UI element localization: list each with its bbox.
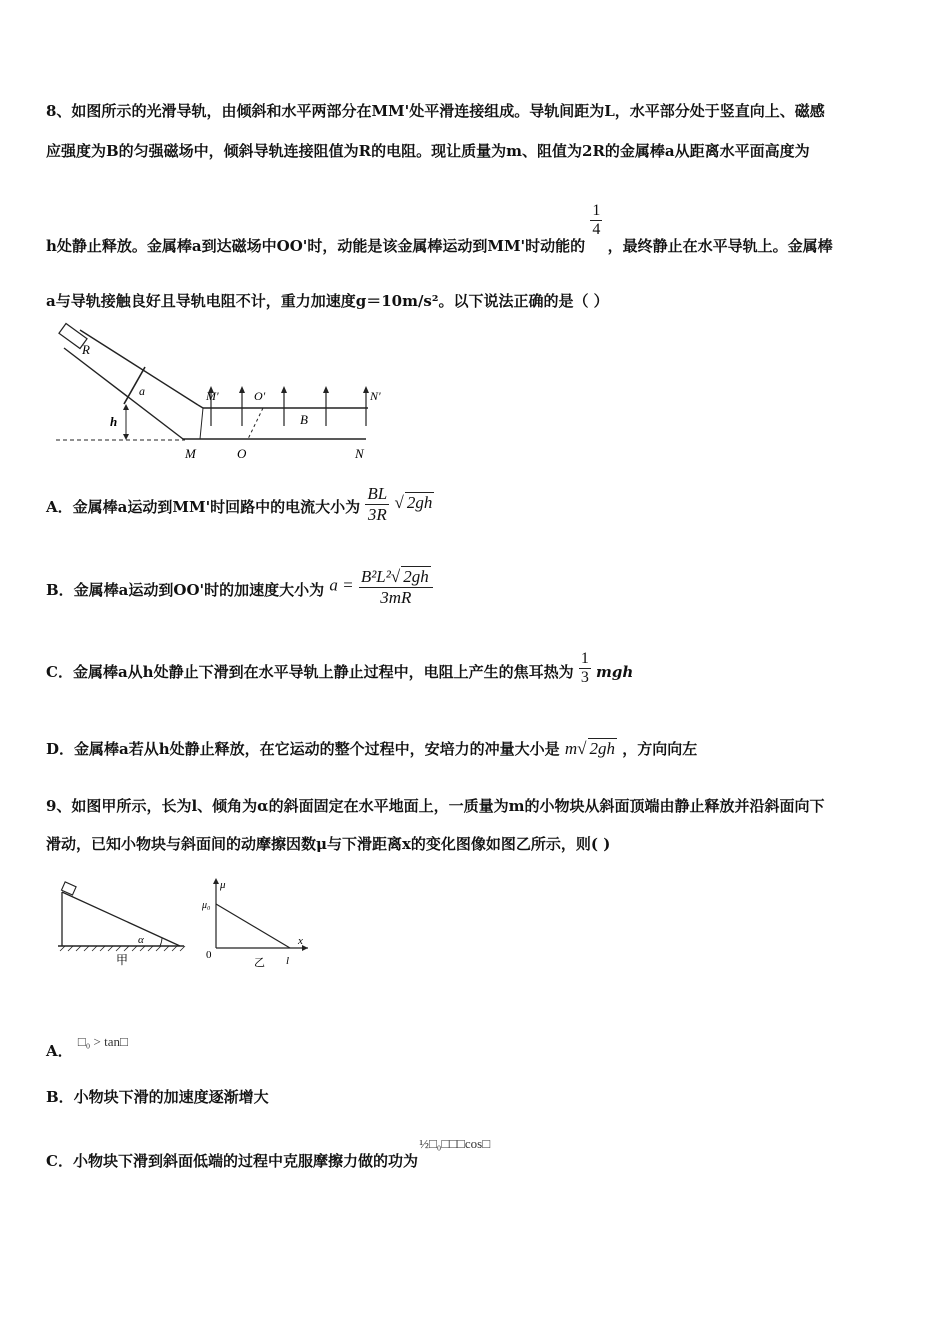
sqrt-symbol: √ [390, 567, 401, 586]
q8-option-d-radicand: 2gh [589, 739, 615, 758]
q8-option-c-tail: mgh [596, 662, 634, 681]
q9-option-a-label: A． [46, 1042, 73, 1060]
q9-line-2: 滑动，已知小物块与斜面间的动摩擦因数μ与下滑距离x的变化图像如图乙所示，则( ) [46, 835, 611, 853]
mu-line [216, 904, 290, 948]
q8-option-a[interactable] [46, 484, 434, 524]
label-N-prime: N' [370, 389, 381, 403]
q8-option-d-text: D．金属棒a若从h处静止释放，在它运动的整个过程中，安培力的冲量大小是 [46, 740, 560, 758]
q8-line-4: a与导轨接触良好且导轨电阻不计，重力加速度g＝10m/s²。以下说法正确的是（ ） [46, 292, 609, 310]
label-a: a [139, 384, 145, 398]
q9-incline-diagram [54, 880, 194, 970]
label-l: l [286, 955, 290, 967]
q8-fraction-quarter [590, 202, 602, 240]
label-O-prime: O' [254, 389, 266, 403]
q9-mu-graph [200, 874, 312, 970]
q8-option-d-tail: ，方向向左 [622, 740, 698, 758]
q8-line-3 [46, 202, 833, 255]
incline-slope [62, 892, 180, 946]
arrow-up-icon [239, 386, 245, 393]
fraction-numerator: 1 [592, 202, 601, 219]
q8-line-2: 应强度为B的匀强磁场中，倾斜导轨连接阻值为R的电阻。现让质量为m、阻值为2R的金属棒a从距离水平面高度为 [46, 142, 810, 160]
arrow-up-icon [363, 386, 369, 393]
q8-option-d[interactable] [46, 738, 697, 759]
sqrt-symbol: √ [577, 739, 587, 758]
q8-option-a-text: A．金属棒a运动到MM'时回路中的电流大小为 [46, 498, 361, 517]
label-O: O [237, 446, 247, 461]
q9-option-c[interactable] [46, 1136, 494, 1171]
y-axis-arrow-icon [213, 878, 219, 884]
fraction-denominator: 3 [580, 669, 589, 687]
oo-dashed-line [248, 408, 263, 439]
q8-option-c-text: C．金属棒a从h处静止下滑到在水平导轨上静止过程中，电阻上产生的焦耳热为 [46, 662, 574, 681]
q8-option-b-text: B．金属棒a运动到OO'时的加速度大小为 [46, 580, 325, 599]
q8-option-a-fraction [365, 484, 389, 524]
fraction-numerator: BL [367, 484, 388, 503]
label-M: M [185, 446, 196, 461]
q8-rail-diagram [50, 322, 400, 472]
rail-bend [198, 405, 203, 408]
q8-option-c[interactable] [46, 650, 633, 688]
label-R: R [82, 342, 90, 357]
height-arrow-head-up [123, 404, 129, 410]
label-zero: 0 [206, 949, 212, 961]
q8-line-3-text-b: ，最终静止在水平导轨上。金属棒 [607, 236, 833, 255]
q8-option-b[interactable] [46, 566, 433, 607]
sqrt-symbol: √ [394, 493, 404, 513]
label-h: h [110, 414, 118, 429]
fraction-numerator: 1 [580, 650, 589, 667]
fraction-numerator [359, 566, 433, 587]
fraction-denominator: 3R [365, 504, 389, 525]
q8-option-b-fraction [359, 566, 433, 607]
q9-option-c-expression: ½□₀□□□cos□ [419, 1136, 491, 1151]
mm-connector [200, 408, 203, 439]
label-yi: 乙 [254, 957, 265, 969]
q8-line-1: 8、如图所示的光滑导轨，由倾斜和水平两部分在MM'处平滑连接组成。导轨间距为L，水平部分处于竖直向上、磁感 [46, 102, 825, 120]
label-mu: μ [220, 879, 226, 891]
q9-option-c-text: C．小物块下滑到斜面低端的过程中克服摩擦力做的功为 [46, 1152, 418, 1170]
label-B: B [300, 412, 308, 427]
x-axis-arrow-icon [302, 945, 308, 951]
magnetic-field-arrowheads [208, 386, 369, 393]
incline-rail-lower [64, 348, 183, 439]
q8-option-d-m: m [564, 739, 578, 758]
q9-option-a-expression: □₀ > tan□ [77, 1034, 128, 1049]
q8-line-3-text-a: h处静止释放。金属棒a到达磁场中OO'时，动能是该金属棒运动到MM'时动能的 [46, 236, 586, 255]
label-M-prime: M' [206, 389, 219, 403]
height-arrow-head-down [123, 434, 129, 440]
q8-option-c-fraction [579, 650, 591, 688]
arrow-up-icon [281, 386, 287, 393]
q8-option-b-lhs: a = [329, 575, 354, 595]
label-N: N [355, 446, 364, 461]
q8-option-b-numerator: B²L² [360, 567, 391, 586]
q9-option-a[interactable] [46, 1034, 128, 1060]
q8-option-b-radicand: 2gh [403, 567, 429, 586]
label-mu0: μ₀ [202, 900, 211, 911]
q9-option-b[interactable]: B．小物块下滑的加速度逐渐增大 [46, 1088, 269, 1106]
fraction-denominator: 4 [592, 221, 601, 239]
label-x: x [298, 935, 303, 947]
arrow-up-icon [323, 386, 329, 393]
angle-arc [160, 938, 162, 946]
q9-line-1: 9、如图甲所示，长为l、倾角为α的斜面固定在水平地面上，一质量为m的小物块从斜面顶端由静止释放并沿斜面向下 [46, 797, 825, 815]
label-alpha: α [138, 934, 144, 946]
q8-option-a-radicand: 2gh [406, 493, 433, 513]
label-jia: 甲 [116, 953, 129, 967]
ground-hatching [60, 946, 185, 951]
fraction-denominator: 3mR [359, 587, 433, 608]
